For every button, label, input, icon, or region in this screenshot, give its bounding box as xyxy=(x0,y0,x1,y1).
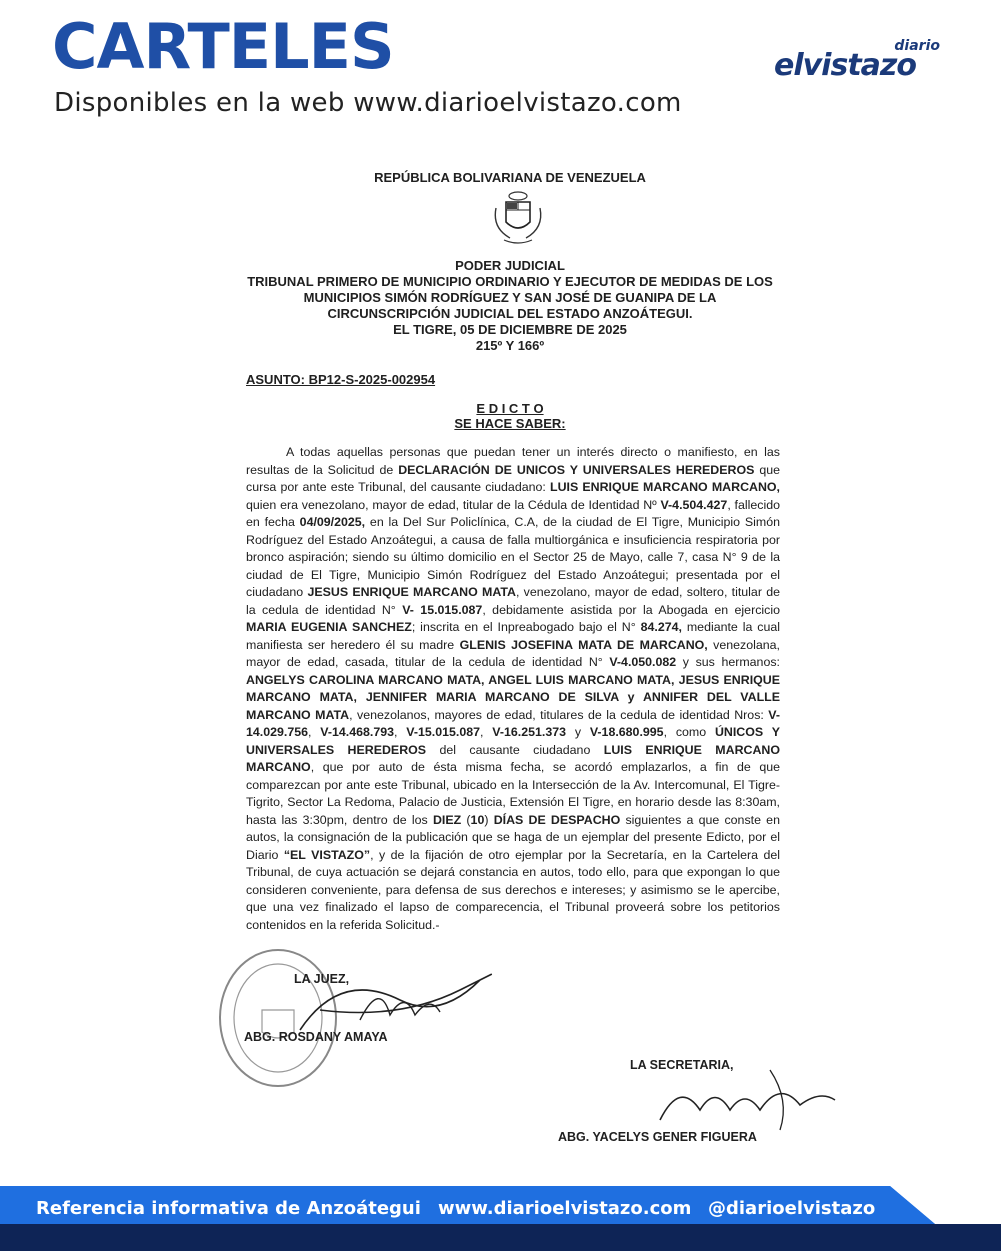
footer-bar xyxy=(0,1186,1001,1251)
logo-diario-text: diario xyxy=(894,38,940,54)
republic-heading: REPÚBLICA BOLIVARIANA DE VENEZUELA xyxy=(374,170,646,185)
case-number: ASUNTO: BP12-S-2025-002954 xyxy=(246,372,436,387)
tribunal-line-2: MUNICIPIOS SIMÓN RODRÍGUEZ Y SAN JOSÉ DE GUANIPA DE LA xyxy=(303,290,717,305)
page-subtitle: Disponibles en la web www.diarioelvistazo.com xyxy=(54,88,682,118)
elvistazo-logo[interactable] xyxy=(770,38,950,88)
hace-saber-heading: SE HACE SABER: xyxy=(454,416,566,431)
place-date: EL TIGRE, 05 DE DICIEMBRE DE 2025 xyxy=(393,322,627,337)
footer-social-handle[interactable]: @diarioelvistazo xyxy=(708,1198,876,1219)
footer-reference: Referencia informativa de Anzoátegui xyxy=(36,1198,421,1219)
judge-name: ABG. ROSDANY AMAYA xyxy=(244,1030,388,1044)
tribunal-line-1: TRIBUNAL PRIMERO DE MUNICIPIO ORDINARIO Y EJECUTOR DE MEDIDAS DE LOS xyxy=(247,274,773,289)
edict-body: A todas aquellas personas que puedan tener un interés directo o manifiesto, en las resultas de la Solicitud de DECLARACIÓN DE UNICOS Y UNIVERSALES HEREDEROS que cursa por ante este Tribunal, del causante ciudadano: LUIS ENRIQUE MARCANO MARCANO, quien era venezolano, mayor de edad, titular de la Cédula de Identidad Nº V-4.504.427, fallecido en fecha 04/09/2025, en la Del Sur Policlínica, C.A, de la ciudad de El Tigre, Municipio Simón Rodríguez del Estado Anzoátegui, a causa de falla multiorgánica e insuficiencia respiratoria por bronco aspiración; siendo su último domicilio en el Sector 25 de Mayo, calle 7, casa N° 9 de la ciudad de El Tigre, Municipio Simón Rodríguez del Estado Anzoátegui; presentada por el ciudadano JESUS ENRIQUE MARCANO MATA, venezolano, mayor de edad, soltero, titular de la cedula de identidad N° V- 15.015.087, debidamente asistida por la Abogada en ejercicio MARIA EUGENIA SANCHEZ; inscrita en el Inpreabogado bajo el N° 84.274, mediante la cual manifiesta ser heredero él su madre GLENIS JOSEFINA MATA DE MARCANO, venezolana, mayor de edad, casada, titular de la cedula de identidad N° V-4.050.082 y sus hermanos: ANGELYS CAROLINA MARCANO MATA, ANGEL LUIS MARCANO MATA, JESUS ENRIQUE MARCANO MATA, JENNIFER MARIA MARCANO DE SILVA y ANNIFER DEL VALLE MARCANO MATA, venezolanos, mayores de edad, titulares de la cedula de identidad Nros: V-14.029.756, V-14.468.793, V-15.015.087, V-16.251.373 y V-18.680.995, como ÚNICOS Y UNIVERSALES HEREDEROS del causante ciudadano LUIS ENRIQUE MARCANO MARCANO, que por auto de ésta misma fecha, se acordó emplazarlos, a fin de que comparezcan por ante este Tribunal, ubicado en la Intersección de la Av. Intercomunal, El Tigre-Tigrito, Sector La Redoma, Palacio de Justicia, Extensión El Tigre, en horario desde las 8:30am, hasta las 3:30pm, dentro de los DIEZ (10) DÍAS DE DESPACHO siguientes a que conste en autos, la consignación de la publicación que se haga de un ejemplar del presente Edicto, por el Diario “EL VISTAZO”, y de la fijación de otro ejemplar por la Secretaría, en la Cartelera del Tribunal, de cuya actuación se dejará constancia en autos, todo ello, para que expongan lo que consideren conveniente, para defensa de sus derechos e intereses; y asimismo se le apercibe, que una vez finalizado el lapso de comparecencia, el Tribunal proveerá sobre los petitorios contenidos en la referida Solicitud.- xyxy=(246,445,781,932)
edict-document xyxy=(200,140,820,1170)
secretary-title: LA SECRETARIA, xyxy=(630,1058,734,1072)
logo-main-text: elvistazo xyxy=(774,48,916,83)
edicto-heading: E D I C T O xyxy=(476,401,544,416)
judge-title: LA JUEZ, xyxy=(294,972,350,986)
footer-website-link[interactable]: www.diarioelvistazo.com xyxy=(438,1198,692,1219)
secretary-name: ABG. YACELYS GENER FIGUERA xyxy=(558,1130,757,1144)
secretary-signature-icon xyxy=(640,1060,840,1140)
coat-of-arms-icon xyxy=(488,188,548,248)
page-title: CARTELES xyxy=(52,10,394,83)
poder-judicial-heading: PODER JUDICIAL xyxy=(455,258,565,273)
years-line: 215º Y 166º xyxy=(475,338,545,353)
tribunal-line-3: CIRCUNSCRIPCIÓN JUDICIAL DEL ESTADO ANZOÁTEGUI. xyxy=(327,306,693,321)
